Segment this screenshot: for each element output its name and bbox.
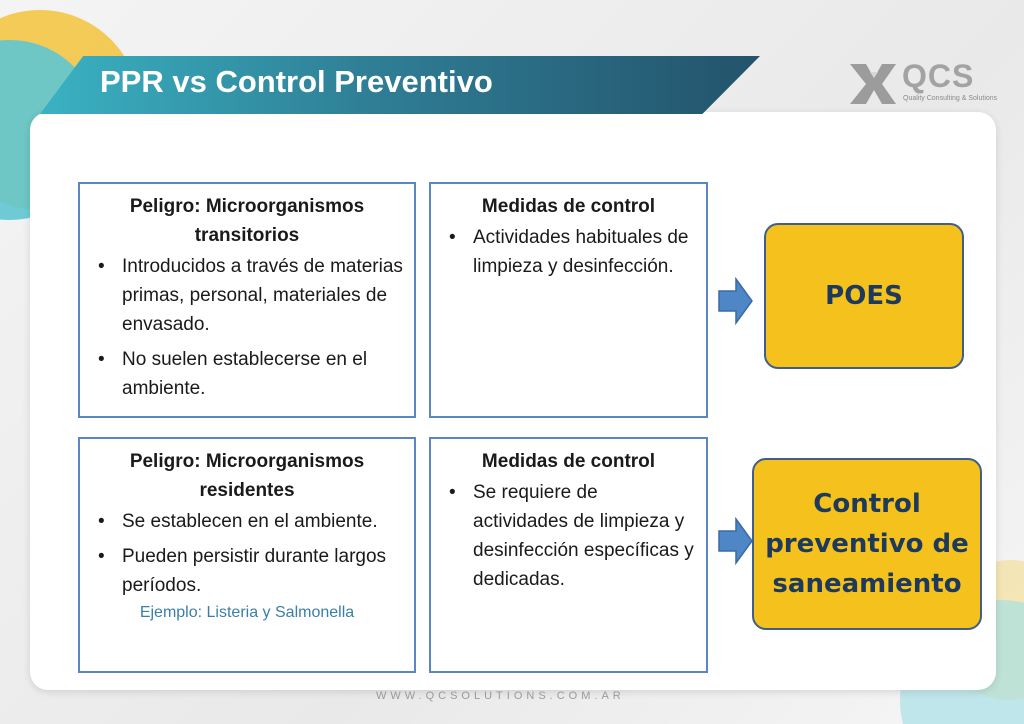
logo-tagline: Quality Consulting & Solutions: [903, 95, 998, 102]
result-box-control-preventivo: Control preventivo de saneamiento: [752, 458, 982, 630]
list-item: • Pueden persistir durante largos períodos.: [90, 542, 404, 600]
logo-name: QCS: [902, 58, 975, 94]
list-item: • Se requiere de actividades de limpieza y desinfección específicas y dedicadas.: [441, 478, 696, 594]
footer-url: WWW.QCSOLUTIONS.COM.AR: [376, 690, 625, 702]
example-note: Ejemplo: Listeria y Salmonella: [139, 604, 355, 621]
box-heading: Peligro: Microorganismos residentes: [129, 451, 365, 501]
list-item: • Introducidos a través de materias primas, personal, materiales de envasado.: [90, 252, 404, 339]
list-item: • Se establecen en el ambiente.: [90, 507, 404, 536]
slide-title: PPR vs Control Preventivo: [100, 64, 493, 99]
hazard-box-transient: [78, 182, 416, 418]
result-box-poes: POES: [764, 223, 964, 369]
box-heading: Medidas de control: [481, 196, 656, 217]
hazard-box-resident: [78, 437, 416, 673]
control-box-specific: [429, 437, 708, 673]
box-heading: Peligro: Microorganismos transitorios: [129, 196, 365, 246]
arrow-right-icon: [718, 517, 754, 565]
bullet-list: [90, 507, 404, 600]
bullet-list: [441, 223, 696, 281]
bullet-list: [441, 478, 696, 594]
arrow-right-icon: [718, 277, 754, 325]
bullet-list: [90, 252, 404, 403]
list-item: • Actividades habituales de limpieza y desinfección.: [441, 223, 696, 281]
list-item: • No suelen establecerse en el ambiente.: [90, 345, 404, 403]
box-heading: Medidas de control: [481, 451, 656, 472]
control-box-habitual: [429, 182, 708, 418]
